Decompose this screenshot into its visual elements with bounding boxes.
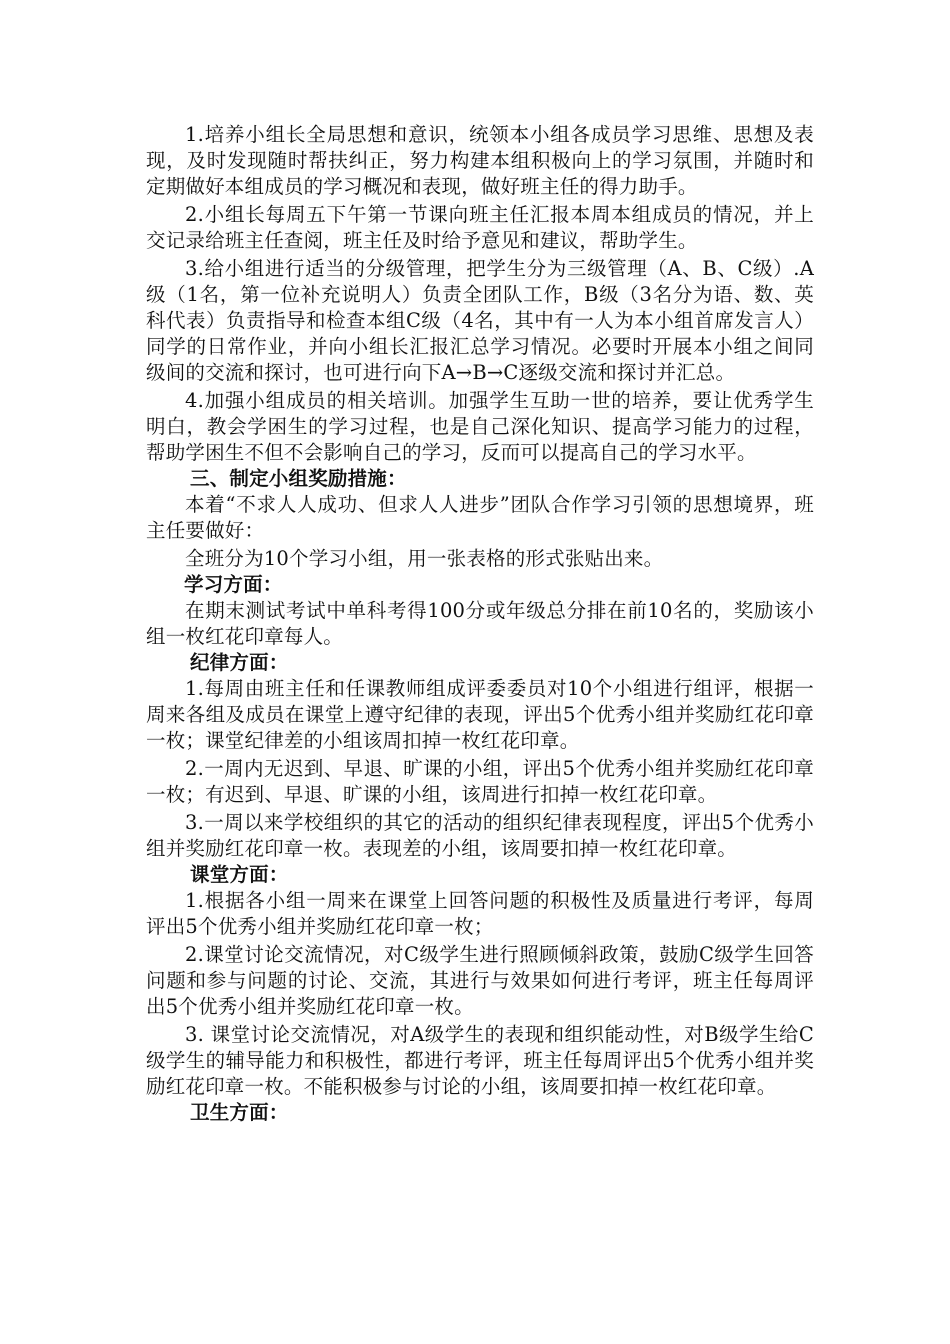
discipline-heading: 纪律方面： (190, 651, 289, 674)
document-page (146, 122, 814, 1126)
section-heading-3: 三、制定小组奖励措施： (190, 467, 407, 490)
paragraph-3: 3.给小组进行适当的分级管理，把学生分为三级管理（A、B、C级）.A级（1名，第一位补充说明人）负责全团队工作，B级（3名分为语、数、英科代表）负责指导和检查本组C级（4名，其中有一人为本小组首席发言人）同学的日常作业，并向小组长汇报汇总学习情况。必要时开展本小组之间同级间的交流和探讨，也可进行向下A→B→C逐级交流和探讨并汇总。 (146, 257, 814, 384)
discipline-paragraph-3: 3.一周以来学校组织的其它的活动的组织纪律表现程度，评出5个优秀小组并奖励红花印章一枚。表现差的小组，该周要扣掉一枚红花印章。 (146, 811, 814, 860)
classroom-paragraph-3: 3. 课堂讨论交流情况，对A级学生的表现和组织能动性，对B级学生给C级学生的辅导能力和积极性，都进行考评，班主任每周评出5个优秀小组并奖励红花印章一枚。不能积极参与讨论的小组，该周要扣掉一枚红花印章。 (146, 1023, 814, 1098)
discipline-paragraph-2: 2.一周内无迟到、早退、旷课的小组，评出5个优秀小组并奖励红花印章一枚；有迟到、早退、旷课的小组，该周进行扣掉一枚红花印章。 (146, 757, 814, 806)
hygiene-heading: 卫生方面： (190, 1101, 289, 1124)
classroom-heading: 课堂方面： (190, 863, 289, 886)
paragraph-4: 4.加强小组成员的相关培训。加强学生互助一世的培养，要让优秀学生明白，教会学困生的学习过程，也是自己深化知识、提高学习能力的过程，帮助学困生不但不会影响自己的学习，反而可以提高自己的学习水平。 (146, 389, 814, 464)
paragraph-2: 2.小组长每周五下午第一节课向班主任汇报本周本组成员的情况，并上交记录给班主任查阅，班主任及时给予意见和建议，帮助学生。 (146, 203, 814, 252)
classroom-paragraph-2: 2.课堂讨论交流情况，对C级学生进行照顾倾斜政策，鼓励C级学生回答问题和参与问题的讨论、交流，其进行与效果如何进行考评，班主任每周评出5个优秀小组并奖励红花印章一枚。 (146, 943, 814, 1018)
classroom-paragraph-1: 1.根据各小组一周来在课堂上回答问题的积极性及质量进行考评，每周评出5个优秀小组并奖励红花印章一枚； (146, 889, 814, 938)
study-heading: 学习方面： (184, 573, 283, 596)
discipline-paragraph-1: 1.每周由班主任和任课教师组成评委委员对10个小组进行组评，根据一周来各组及成员在课堂上遵守纪律的表现，评出5个优秀小组并奖励红花印章一枚；课堂纪律差的小组该周扣掉一枚红花印章。 (146, 677, 814, 752)
paragraph-1: 1.培养小组长全局思想和意识，统领本小组各成员学习思维、思想及表现，及时发现随时帮扶纠正，努力构建本组积极向上的学习氛围，并随时和定期做好本组成员的学习概况和表现，做好班主任的得力助手。 (146, 123, 814, 198)
intro-paragraph-2: 全班分为10个学习小组，用一张表格的形式张贴出来。 (185, 547, 664, 570)
study-paragraph: 在期末测试考试中单科考得100分或年级总分排在前10名的，奖励该小组一枚红花印章每人。 (146, 599, 814, 648)
intro-paragraph-1: 本着“不求人人成功、但求人人进步”团队合作学习引领的思想境界，班主任要做好： (146, 493, 814, 542)
